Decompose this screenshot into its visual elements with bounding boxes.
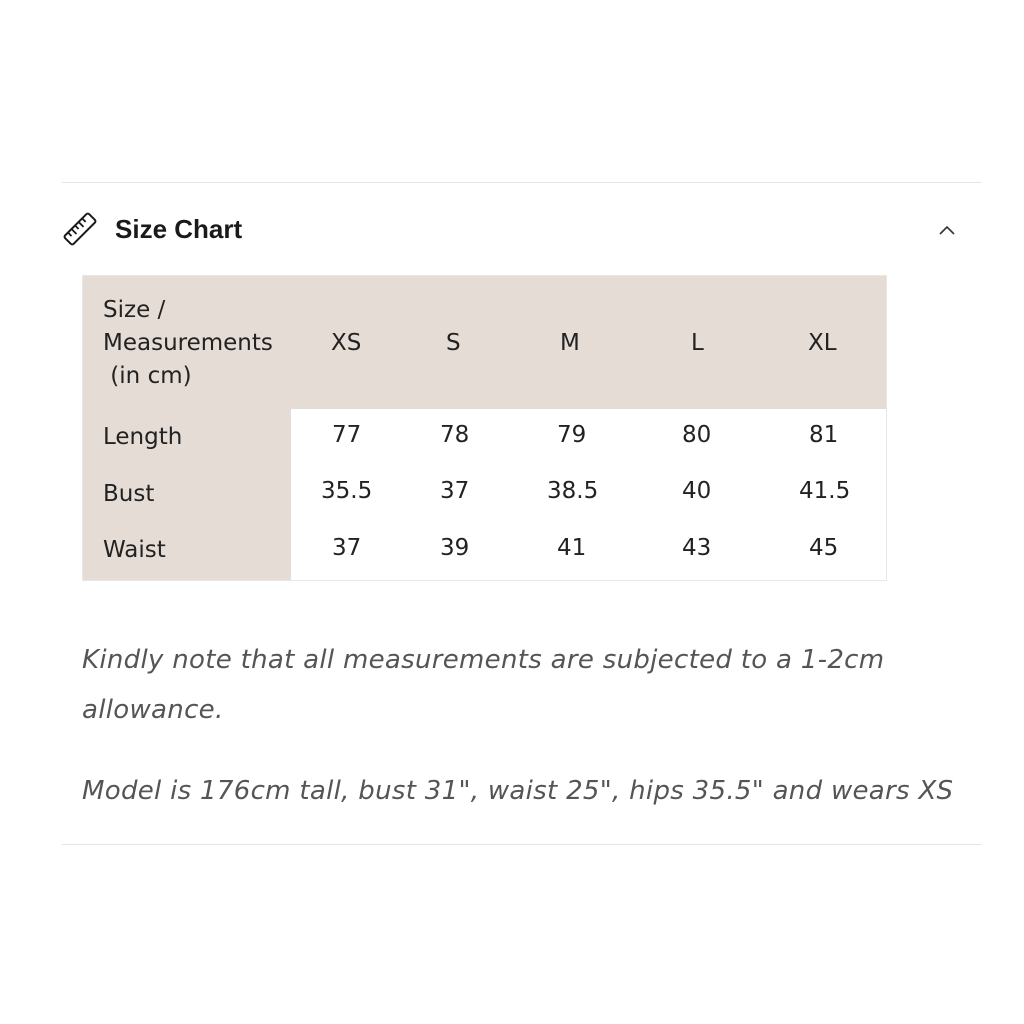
- size-header-xs: XS: [331, 330, 362, 356]
- table-header-row: [83, 276, 886, 409]
- table-cell: 38.5: [547, 478, 599, 504]
- table-cell: 45: [809, 535, 839, 561]
- size-chart-accordion: [62, 182, 982, 845]
- table-cell: 80: [682, 422, 712, 448]
- table-cell: 43: [682, 535, 712, 561]
- table-cell: 40: [682, 478, 712, 504]
- row-label-length: Length: [103, 424, 183, 450]
- header-label-line: Measurements: [103, 330, 273, 356]
- table-cell: 77: [332, 422, 362, 448]
- table-cell: 79: [557, 422, 587, 448]
- row-label-waist: Waist: [103, 537, 166, 563]
- table-cell: 37: [440, 478, 470, 504]
- table-cell: 35.5: [321, 478, 373, 504]
- size-header-l: L: [691, 330, 704, 356]
- size-header-xl: XL: [808, 330, 837, 356]
- size-chart-table: [82, 275, 887, 581]
- table-cell: 81: [809, 422, 839, 448]
- model-note: Model is 176cm tall, bust 31", waist 25", hips 35.5" and wears XS: [82, 776, 954, 806]
- allowance-note: Kindly note that all measurements are subjected to a 1-2cm allowance.: [82, 645, 885, 725]
- chevron-up-icon[interactable]: [936, 219, 958, 241]
- size-chart-title: Size Chart: [115, 214, 243, 244]
- table-cell: 41: [557, 535, 587, 561]
- table-cell: 39: [440, 535, 470, 561]
- table-cell: 78: [440, 422, 470, 448]
- header-label-line: Size /: [103, 297, 166, 323]
- header-label-measurements: [103, 294, 273, 393]
- size-chart-accordion-header[interactable]: [62, 183, 982, 275]
- table-cell: 37: [332, 535, 362, 561]
- header-label-line: (in cm): [103, 363, 192, 389]
- row-label-bust: Bust: [103, 481, 155, 507]
- table-cell: 41.5: [799, 478, 851, 504]
- size-header-m: M: [560, 330, 580, 356]
- ruler-icon: [62, 211, 98, 247]
- size-header-s: S: [446, 330, 461, 356]
